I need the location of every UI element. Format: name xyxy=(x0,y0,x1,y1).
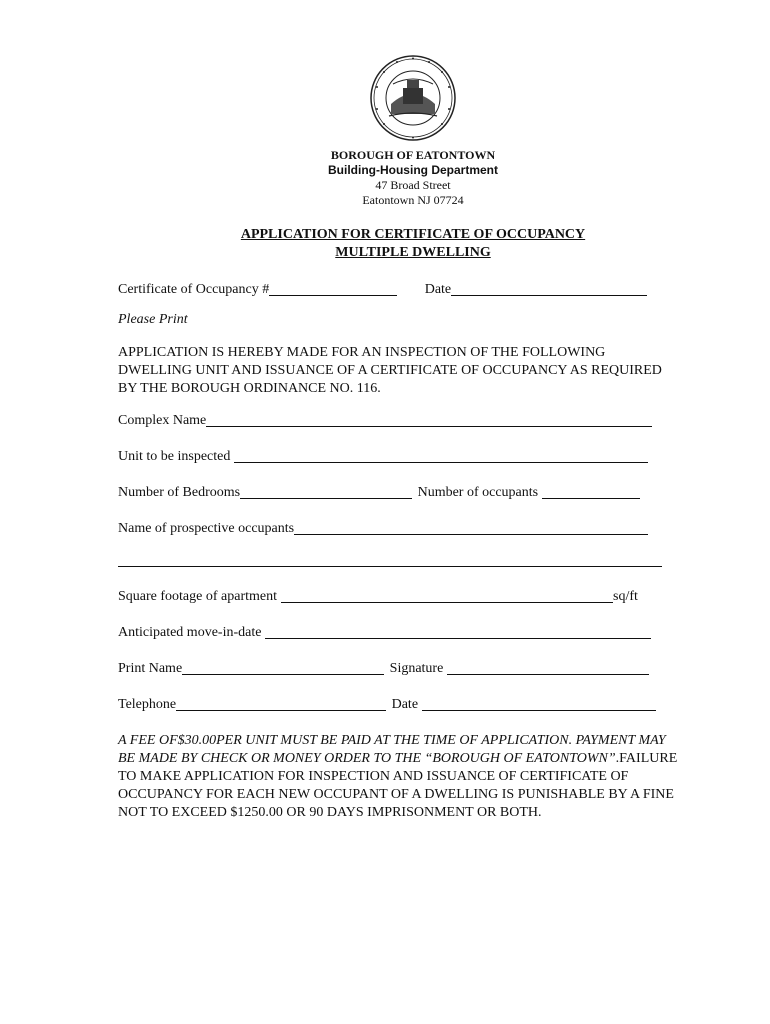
date-field[interactable] xyxy=(451,281,647,296)
fee-notice-italic: A FEE OF$30.00PER UNIT MUST BE PAID AT THE TIME OF APPLICATION. PAYMENT MAY BE MADE BY CHECK OR MONEY ORDER TO THE “BOROUGH OF EATONTOWN” xyxy=(118,733,666,766)
fee-notice-penalty: .FAILURE TO MAKE APPLICATION FOR INSPECTION AND ISSUANCE OF CERTIFICATE OF OCCUPANCY FOR EACH NEW OCCUPANT OF A DWELLING IS PUNISHABLE BY A FINE NOT TO EXCEED $1250.00 OR 90 DAYS IMPRISONMENT OR BOTH. xyxy=(118,751,678,820)
date2-field[interactable] xyxy=(422,696,656,711)
unit-field[interactable] xyxy=(234,448,648,463)
certificate-number-field[interactable] xyxy=(269,281,397,296)
occupants-label: Number of occupants xyxy=(417,485,539,500)
sqft-unit: sq/ft xyxy=(613,589,638,604)
complex-name-field[interactable] xyxy=(206,412,652,427)
street-address: 47 Broad Street xyxy=(375,178,451,192)
prospective-row xyxy=(118,520,648,538)
prospective-field[interactable] xyxy=(294,520,648,535)
please-print-note: Please Print xyxy=(118,312,188,327)
date2-label: Date xyxy=(391,697,419,712)
intro-paragraph: APPLICATION IS HEREBY MADE FOR AN INSPECTION OF THE FOLLOWING DWELLING UNIT AND ISSUANCE OF A CERTIFICATE OF OCCUPANCY AS REQUIRED BY THE BOROUGH ORDINANCE NO. 116. xyxy=(118,345,662,396)
telephone-label: Telephone xyxy=(118,697,177,712)
prospective-row-2 xyxy=(118,552,662,570)
complex-name-row xyxy=(118,412,652,430)
fee-notice xyxy=(118,732,678,822)
sqft-row xyxy=(118,588,638,606)
bedrooms-occupants-row xyxy=(118,484,640,502)
sqft-field[interactable] xyxy=(281,588,613,603)
prospective-label: Name of prospective occupants xyxy=(118,521,295,536)
telephone-field[interactable] xyxy=(176,696,386,711)
print-name-row xyxy=(118,660,649,678)
borough-seal-logo xyxy=(369,54,457,142)
date-label: Date xyxy=(424,282,452,297)
prospective-field-continued[interactable] xyxy=(118,552,662,567)
unit-label: Unit to be inspected xyxy=(118,449,231,464)
signature-label: Signature xyxy=(389,661,444,676)
organization-name: BOROUGH OF EATONTOWN xyxy=(330,148,496,162)
form-title: APPLICATION FOR CERTIFICATE OF OCCUPANCY xyxy=(240,227,586,242)
occupants-field[interactable] xyxy=(542,484,640,499)
movein-field[interactable] xyxy=(265,624,651,639)
telephone-row xyxy=(118,696,656,714)
certificate-row xyxy=(118,281,647,299)
print-name-field[interactable] xyxy=(182,660,384,675)
print-name-label: Print Name xyxy=(118,661,183,676)
bedrooms-label: Number of Bedrooms xyxy=(118,485,241,500)
bedrooms-field[interactable] xyxy=(240,484,412,499)
movein-label: Anticipated move-in-date xyxy=(118,625,262,640)
city-address: Eatontown NJ 07724 xyxy=(362,193,464,207)
certificate-label: Certificate of Occupancy # xyxy=(118,282,270,297)
signature-field[interactable] xyxy=(447,660,649,675)
unit-row xyxy=(118,448,648,466)
sqft-label: Square footage of apartment xyxy=(118,589,277,604)
movein-row xyxy=(118,624,651,642)
form-subtitle: MULTIPLE DWELLING xyxy=(335,245,491,260)
complex-name-label: Complex Name xyxy=(118,413,207,428)
department-name: Building-Housing Department xyxy=(328,163,498,177)
